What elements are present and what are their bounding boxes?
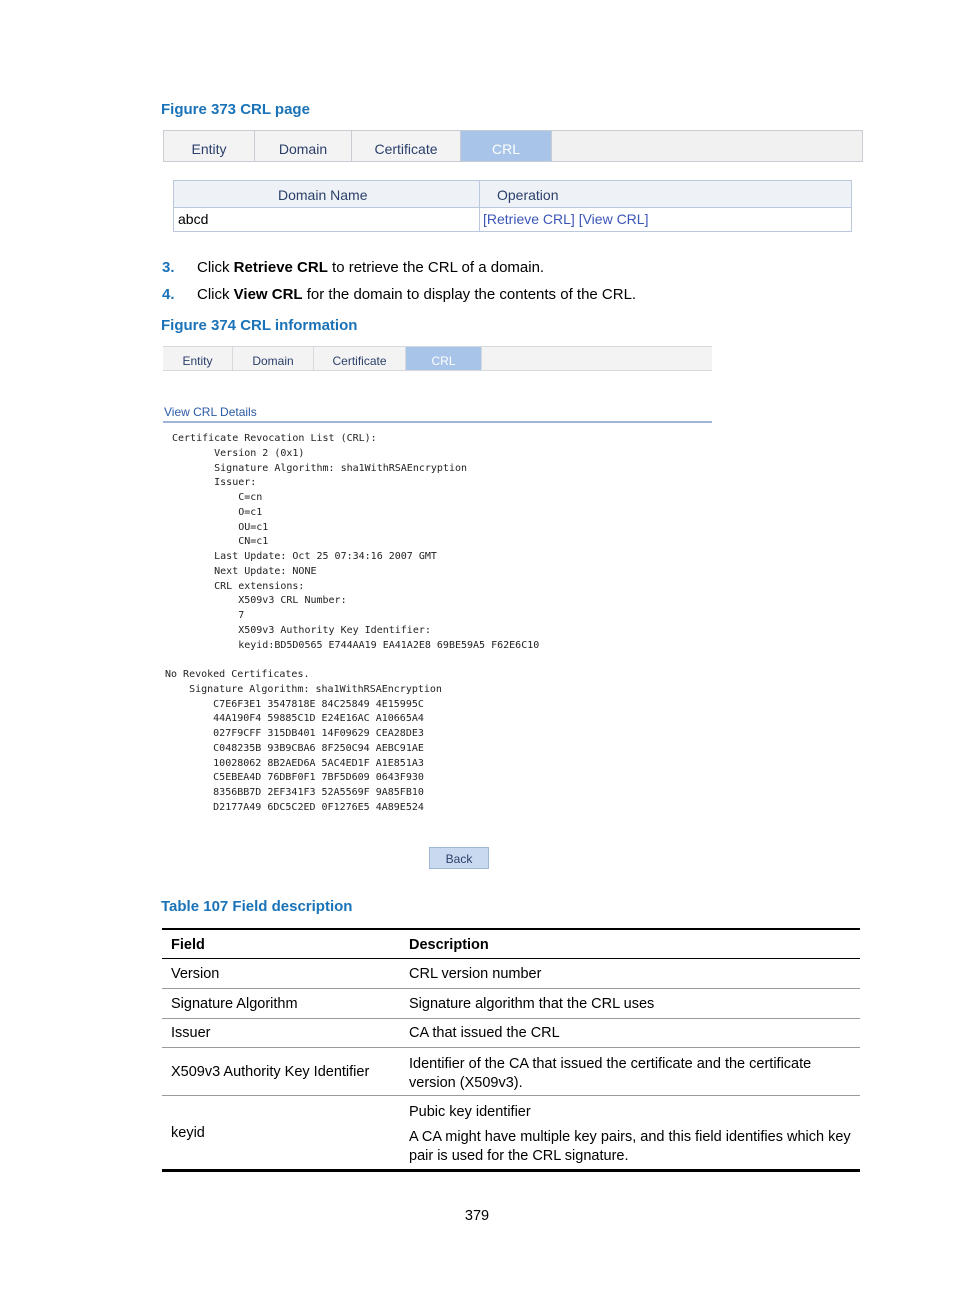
- tab-crl[interactable]: CRL: [406, 347, 482, 370]
- tab-entity[interactable]: Entity: [164, 131, 255, 161]
- page-number: 379: [464, 1208, 490, 1224]
- table-107-caption: Table 107 Field description: [161, 898, 353, 915]
- figure-374-caption: Figure 374 CRL information: [161, 317, 358, 334]
- column-header-domain-name: Domain Name: [278, 187, 368, 203]
- operation-cell: [483, 211, 648, 227]
- column-header-operation: Operation: [497, 187, 559, 203]
- column-header-field: Field: [171, 937, 205, 953]
- domain-name-cell: abcd: [178, 211, 209, 227]
- retrieve-crl-link[interactable]: [Retrieve CRL]: [483, 211, 575, 227]
- figure-373-caption: Figure 373 CRL page: [161, 101, 310, 118]
- tab-domain[interactable]: Domain: [255, 131, 352, 161]
- tab-crl[interactable]: CRL: [461, 131, 552, 161]
- column-header-description: Description: [409, 937, 489, 953]
- tab-certificate[interactable]: Certificate: [314, 347, 406, 370]
- crl-details-text: Certificate Revocation List (CRL): Version 2 (0x1) Signature Algorithm: sha1WithRSAEncryption Issuer: C=cn O=c1 OU=c1 CN=c1 Last Update: Oct 25 07:34:16 2007 GMT Next Update: NONE CRL extensions: X509v3 CRL Number: 7 X509v3 Authority Key Identifier: keyid:BD5D0565 E744AA19 EA41A2E8 69BE59A5 F62E6C10: [172, 433, 540, 651]
- crl-info-tab-bar: [163, 346, 712, 371]
- tab-domain[interactable]: Domain: [233, 347, 314, 370]
- tab-certificate[interactable]: Certificate: [352, 131, 461, 161]
- step-3: 3. Click Retrieve CRL to retrieve the CRL of a domain.: [162, 259, 545, 276]
- domain-crl-table: [173, 180, 852, 232]
- revoked-certificates-text: No Revoked Certificates. Signature Algorithm: sha1WithRSAEncryption C7E6F3E1 3547818E 84C25849 4E15995C 44A190F4 59885C1D E24E16AC A10665A4 027F9CFF 315DB401 14F09629 CEA28DE3 C048235B 93B9CBA6 8F250C94 AEBC91AE 10028062 8B2AED6A 5AC4ED1F A1E851A3 C5EBEA4D 76DBF0F1 7BF5D609 0643F930 8356BB7D 2EF341F3 52A5569F 9A85FB10 D2177A49 6DC5C2ED 0F1276E5 4A89E524: [165, 669, 442, 813]
- view-crl-link[interactable]: [View CRL]: [578, 211, 649, 227]
- crl-page-tab-bar: [163, 130, 863, 162]
- step-4: 4. Click View CRL for the domain to display the contents of the CRL.: [162, 286, 637, 303]
- back-button[interactable]: Back: [429, 847, 489, 869]
- view-crl-details-title: View CRL Details: [164, 405, 257, 419]
- section-divider: [163, 421, 712, 423]
- tab-entity[interactable]: Entity: [163, 347, 233, 370]
